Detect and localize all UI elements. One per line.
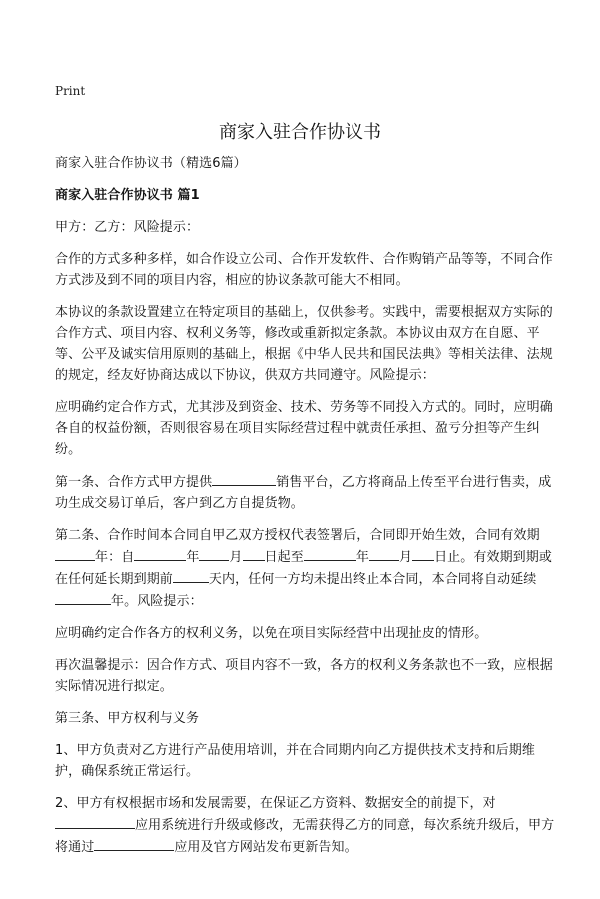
article-3-clause-1: 1、甲方负责对乙方进行产品使用培训，并在合同期内向乙方提供技术支持和后期维护，确保系统正常运行。 <box>55 743 535 779</box>
parties-line: 甲方：乙方：风险提示： <box>55 220 200 235</box>
paragraph-reminder: 再次温馨提示：因合作方式、项目内容不一致，各方的权利义务条款也不一致，应根据实际情况进行拟定。 <box>55 658 553 694</box>
paragraph-terms-basis: 本协议的条款设置建立在特定项目的基础上，仅供参考。实践中，需要根据双方实际的合作方式、项目内容、权利义务等，修改或重新拟定条款。本协议由双方在自愿、平等、公平及诚实信用原则的基础上，根据《中华人民共和国民法典》等相关法律、法规的规定，经友好协商达成以下协议，供双方共同遵守。风险提示： <box>55 305 553 383</box>
blank-renewal-years[interactable] <box>55 590 111 605</box>
article-2-text-j: 年。风险提示： <box>111 594 203 609</box>
blank-end-day[interactable] <box>412 546 434 561</box>
article-2-text-c: 年 <box>186 550 200 565</box>
blank-notice-channel[interactable] <box>94 836 174 851</box>
blank-platform[interactable] <box>212 471 276 486</box>
clause-2-text-c: 应用及官方网站发布更新告知。 <box>174 840 358 855</box>
document-body <box>55 153 555 869</box>
article-2-text-h: 日止。有效期到期或在任何延长期到期前 <box>55 550 552 587</box>
article-2-text-b: 年：自 <box>95 550 135 565</box>
blank-notice-days[interactable] <box>173 568 209 583</box>
article-2-text-e: 日起至 <box>264 550 304 565</box>
article-3-clause-2 <box>55 793 555 858</box>
article-2-text-i: 天内，任何一方均未提出终止本合同，本合同将自动延续 <box>208 572 537 587</box>
paragraph-cooperation-methods: 合作的方式多种多样，如合作设立公司、合作开发软件、合作购销产品等等，不同合作方式涉及到不同的项目内容，相应的协议条款可能大不相同。 <box>55 252 553 288</box>
article-1-text-a: 第一条、合作方式甲方提供 <box>55 475 213 490</box>
document-title: 商家入驻合作协议书 <box>219 122 381 143</box>
blank-end-month[interactable] <box>369 546 399 561</box>
blank-start-month[interactable] <box>199 546 229 561</box>
paragraph-risk-cooperation: 应明确约定合作方式，尤其涉及到资金、技术、劳务等不同投入方式的。同时，应明确各自的权益份额，否则很容易在项目实际经营过程中就责任承担、盈亏分担等产生纠纷。 <box>55 400 553 457</box>
article-2-text-f: 年 <box>355 550 369 565</box>
blank-system-name[interactable] <box>55 814 135 829</box>
article-2-cooperation-time <box>55 525 555 612</box>
print-label: Print <box>55 84 86 98</box>
document-subtitle: 商家入驻合作协议书（精选6篇） <box>55 156 247 171</box>
article-2-text-a: 第二条、合作时间本合同自甲乙双方授权代表签署后，合同即开始生效，合同有效期 <box>55 528 540 543</box>
article-2-text-d: 月 <box>229 550 243 565</box>
blank-start-year[interactable] <box>134 546 186 561</box>
blank-end-year[interactable] <box>304 546 356 561</box>
article-1-text-b: 销售平台，乙方将商品上传至平台进行售卖，成功生成交易订单后，客户到乙方自提货物。 <box>55 475 552 511</box>
article-1-cooperation-method <box>55 471 555 514</box>
article-2-text-g: 月 <box>398 550 413 565</box>
clause-2-text-b: 应用系统进行升级或修改，无需获得乙方的同意，每次系统升级后，甲方将通过 <box>55 818 555 855</box>
paragraph-risk-rights: 应明确约定合作各方的权利义务，以免在项目实际经营中出现扯皮的情形。 <box>55 626 488 641</box>
section-heading: 商家入驻合作协议书 篇1 <box>55 188 200 203</box>
blank-start-day[interactable] <box>243 546 265 561</box>
article-3-heading: 第三条、甲方权利与义务 <box>55 711 200 726</box>
clause-2-text-a: 2、甲方有权根据市场和发展需要，在保证乙方资料、数据安全的前提下，对 <box>55 796 496 811</box>
blank-term-years[interactable] <box>55 546 95 561</box>
